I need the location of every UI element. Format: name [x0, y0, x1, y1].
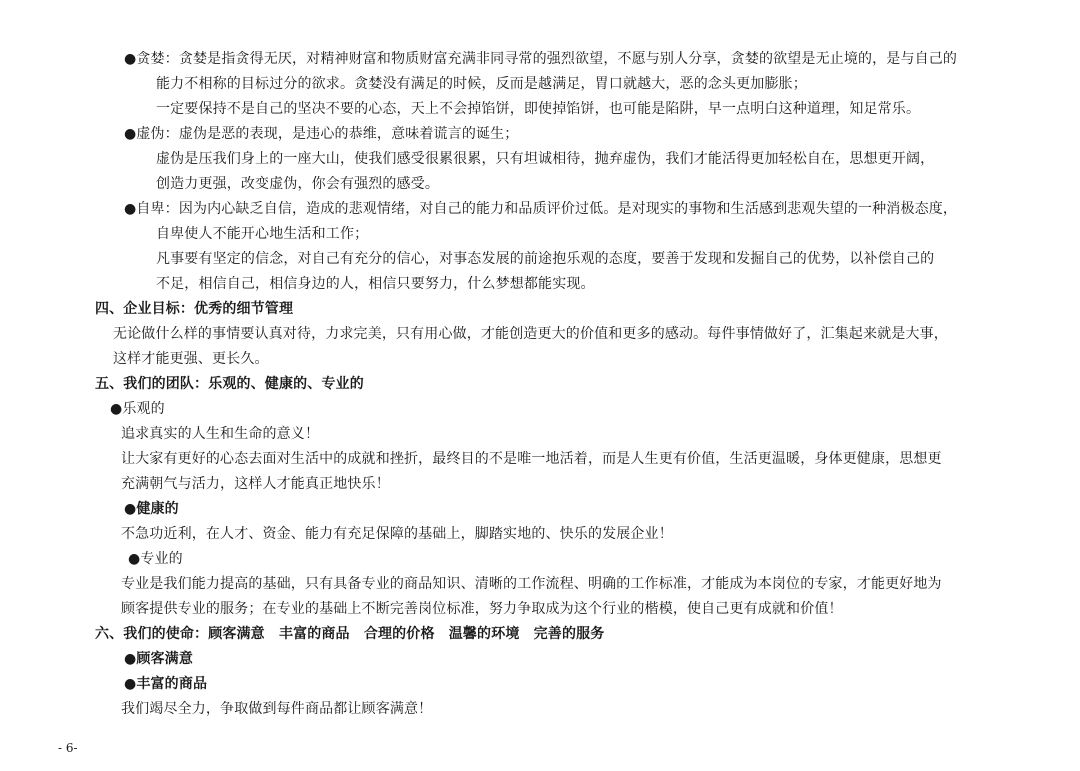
section-heading-goal: 四、企业目标：优秀的细节管理 [95, 301, 294, 317]
optimistic-line-2: 让大家有更好的心态去面对生活中的成就和挫折，最终目的不是唯一地活着，而是人生更有价值，生活更温暖，身体更健康，思想更 [121, 451, 942, 467]
healthy-line-1: 不急功近利，在人才、资金、能力有充足保障的基础上，脚踏实地的、快乐的发展企业！ [121, 526, 673, 542]
professional-bullet: ●专业的 [128, 551, 183, 567]
healthy-bullet: ●健康的 [124, 501, 179, 517]
rich-goods-bullet: ●丰富的商品 [124, 676, 208, 692]
greed-line-2: 能力不相称的目标过分的欲求。贪婪没有满足的时候，反而是越满足，胃口就越大，恶的念头更加膨胀； [156, 76, 807, 92]
professional-line-2: 顾客提供专业的服务；在专业的基础上不断完善岗位标准，努力争取成为这个行业的楷模，使自己更有成就和价值！ [121, 601, 843, 617]
goal-line-1: 无论做什么样的事情要认真对待，力求完美，只有用心做，才能创造更大的价值和更多的感动。每件事情做好了，汇集起来就是大事， [113, 326, 948, 342]
optimistic-line-3: 充满朝气与活力，这样人才能真正地快乐！ [121, 476, 390, 492]
hypocrisy-line-3: 创造力更强，改变虚伪，你会有强烈的感受。 [156, 176, 439, 192]
professional-line-1: 专业是我们能力提高的基础，只有具备专业的商品知识、清晰的工作流程、明确的工作标准，才能成为本岗位的专家，才能更好地为 [121, 576, 942, 592]
satisfaction-bullet: ●顾客满意 [124, 651, 193, 667]
page-number: - 6- [58, 741, 78, 755]
inferiority-line-4: 不足，相信自己，相信身边的人，相信只要努力，什么梦想都能实现。 [156, 276, 595, 292]
optimistic-bullet: ●乐观的 [110, 401, 165, 417]
optimistic-line-1: 追求真实的人生和生命的意义！ [121, 426, 320, 442]
section-heading-mission: 六、我们的使命：顾客满意 丰富的商品 合理的价格 温馨的环境 完善的服务 [95, 626, 605, 642]
section-heading-team: 五、我们的团队：乐观的、健康的、专业的 [95, 376, 364, 392]
greed-line-3: 一定要保持不是自己的坚决不要的心态，天上不会掉馅饼，即使掉馅饼，也可能是陷阱，早一点明白这种道理，知足常乐。 [156, 101, 921, 117]
greed-line-1: ●贪婪：贪婪是指贪得无厌，对精神财富和物质财富充满非同寻常的强烈欲望，不愿与别人分享，贪婪的欲望是无止境的，是与自己的 [124, 51, 958, 67]
hypocrisy-line-2: 虚伪是压我们身上的一座大山，使我们感受很累很累，只有坦诚相待，抛弃虚伪，我们才能活得更加轻松自在，思想更开阔， [156, 151, 935, 167]
rich-goods-line-1: 我们竭尽全力，争取做到每件商品都让顾客满意！ [121, 701, 433, 717]
inferiority-line-1: ●自卑：因为内心缺乏自信，造成的悲观情绪，对自己的能力和品质评价过低。是对现实的事物和生活感到悲观失望的一种消极态度， [124, 201, 958, 217]
inferiority-line-3: 凡事要有坚定的信念，对自己有充分的信心，对事态发展的前途抱乐观的态度，要善于发现和发掘自己的优势，以补偿自己的 [156, 251, 935, 267]
inferiority-line-2: 自卑使人不能开心地生活和工作； [156, 226, 369, 242]
hypocrisy-line-1: ●虚伪：虚伪是恶的表现，是违心的恭维，意味着谎言的诞生； [124, 126, 519, 142]
goal-line-2: 这样才能更强、更长久。 [113, 351, 269, 367]
